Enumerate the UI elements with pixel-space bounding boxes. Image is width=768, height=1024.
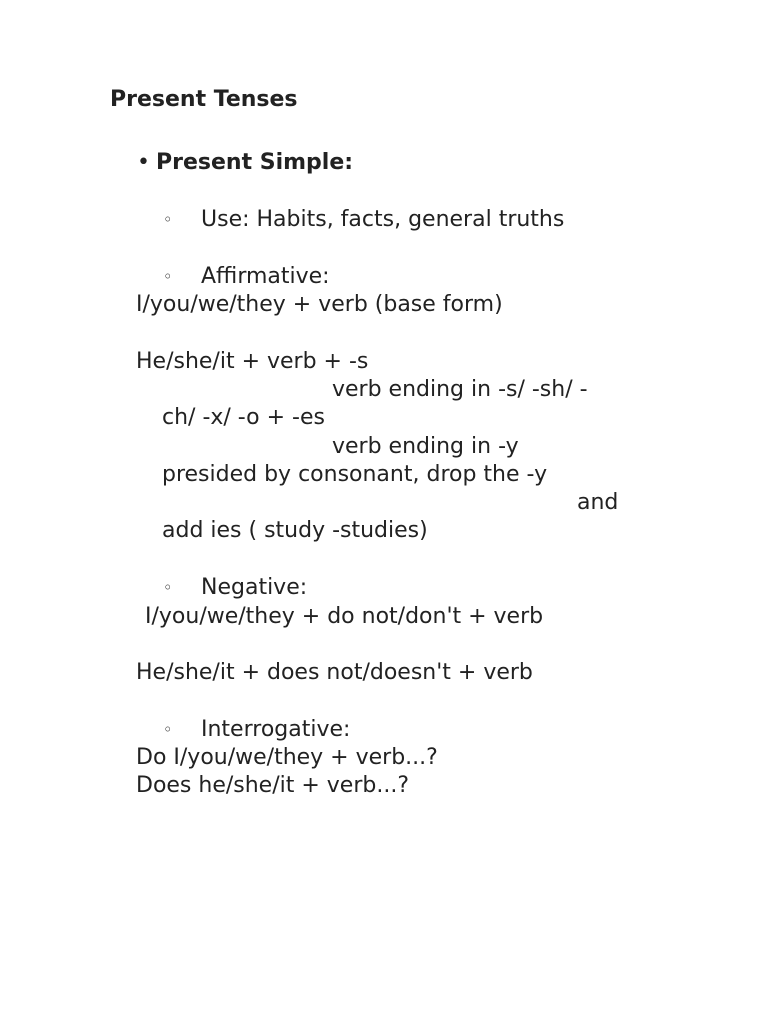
affirmative-line: verb ending in -s/ -sh/ - [332, 377, 588, 402]
affirmative-line: I/you/we/they + verb (base form) [136, 292, 503, 317]
section-heading: Present Simple: [156, 150, 354, 175]
page-title: Present Tenses [110, 87, 298, 112]
affirmative-line: presided by consonant, drop the -y [162, 462, 548, 487]
interrogative-line: Do I/you/we/they + verb...? [136, 745, 438, 770]
affirmative-line: ch/ -x/ -o + -es [162, 405, 325, 430]
interrogative-label: Interrogative: [201, 717, 351, 742]
sub-bullet-negative: ◦ [163, 578, 173, 597]
affirmative-line: add ies ( study -studies) [162, 518, 428, 543]
affirmative-line: He/she/it + verb + -s [136, 349, 369, 374]
negative-line: I/you/we/they + do not/don't + verb [145, 604, 544, 629]
affirmative-label: Affirmative: [201, 264, 330, 289]
negative-line: He/she/it + does not/doesn't + verb [136, 660, 533, 685]
sub-bullet-use: ◦ [163, 210, 173, 229]
affirmative-line: verb ending in -y [332, 434, 519, 459]
negative-label: Negative: [201, 575, 308, 600]
interrogative-line: Does he/she/it + verb...? [136, 773, 410, 798]
affirmative-line: and [577, 490, 619, 515]
sub-bullet-interrogative: ◦ [163, 720, 173, 739]
sub-bullet-affirmative: ◦ [163, 267, 173, 286]
bullet-glyph: • [137, 150, 150, 175]
use-line: Use: Habits, facts, general truths [201, 207, 565, 232]
